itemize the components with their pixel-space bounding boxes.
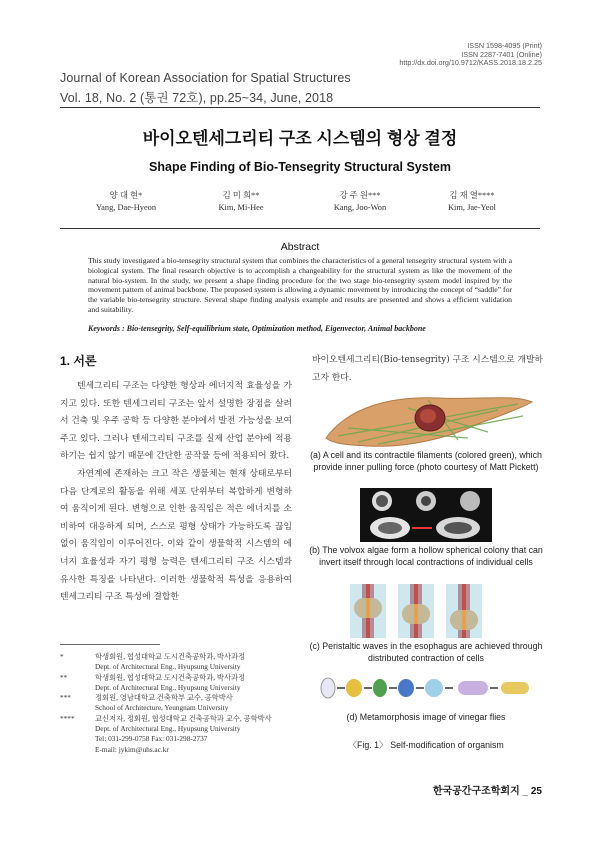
right-column-text: 바이오텐세그리티(Bio-tensegrity) 구조 시스템으로 개발하고자 한다. (312, 355, 544, 383)
author-2-ko: 김 미 희** (222, 191, 260, 200)
author-4 (417, 190, 527, 214)
caption-a: (a) A cell and its contractile filaments (colored green), which provide inner pulling force (photo courtesy of Matt Pickett) (310, 450, 542, 472)
footnote-2-line: Dept. of Architectural Eng., Hyupsung University (95, 682, 241, 692)
authors-rule (60, 228, 540, 229)
author-3 (305, 190, 415, 214)
footnote-3 (60, 693, 300, 714)
author-1-ko: 양 대 현* (109, 191, 143, 200)
footnotes (60, 652, 300, 755)
abstract-text: This study investigated a bio-tensegrity structural system that combines the characteristics of a general tensegrity structural system with a biological system. The final research objective is to accomplish a changeability for the structural system as like the movement of the natural bio-system. In the study, we present a shape finding procedure for the two stage bio-tensegrity system model inspired by the movement pattern of animal backbone. The proposed system is allowing a dynamic movement by introducing the concept of “saddle” for the variable bio-tensegrity structure. Several shape finding analysis example and results are presented and shows a efficient validation and suitability. (88, 256, 512, 314)
volume-info: Vol. 18, No. 2 (통권 72호), pp.25~34, June, 2018 (60, 91, 334, 105)
caption-d: (d) Metamorphosis image of vinegar flies (346, 712, 506, 722)
issn-block (399, 42, 542, 68)
footnote-4-line: Tel: 031-299-0758 Fax: 031-298-2737 (95, 734, 208, 744)
footnote-2 (60, 673, 300, 694)
paragraph-2: 자연계에 존재하는 크고 작은 생물체는 현재 상태로부터 다음 단계로의 활동을 위해 세포 단위부터 복합하게 변형하여 움직이게 된다. 변형으로 인한 움직임은 적은 에너지를 소비하여 대응하게 되며, 스스로 평형 상태가 가능하도록 끊임없이 움직임이 이루어진다. 이와 같이 생물학적 시스템의 에너지 효율성과 자기 평형 능력은 텐세그리티 구조 시스템과 유사한 특징을 나타낸다. 이러한 생물학적 특성을 응용하여 텐세그리티 구조 특성에 결합한 (60, 468, 292, 603)
figure-1-caption: 〈Fig. 1〉 Self-modification of organism (348, 740, 504, 750)
footnote-4-line: 교신저자, 정회원, 협성대학교 건축공학과 교수, 공학박사 (95, 713, 272, 723)
figure-c-esophagus-image (350, 584, 490, 638)
figure-d-metamorphosis-image (318, 676, 530, 700)
footnote-3-line: School of Architecture, Yeungnam University (95, 703, 229, 713)
title-english: Shape Finding of Bio-Tensegrity Structural System (149, 160, 451, 174)
author-1 (71, 190, 181, 214)
journal-name: Journal of Korean Association for Spatial Structures (60, 71, 351, 85)
footnote-4-line[interactable]: E-mail: jykim@uhs.ac.kr (95, 744, 169, 754)
author-3-en: Kang, Joo-Won (333, 203, 387, 212)
author-1-en: Yang, Dae-Hyeon (95, 203, 157, 212)
footnote-1-mark: * (60, 652, 64, 661)
page-footer-label: 한국공간구조학회지 _ 25 (432, 786, 542, 797)
footnote-1 (60, 652, 300, 673)
paragraph-1: 텐세그리티 구조는 다양한 형상과 에너지적 효율성을 가지고 있다. 또한 텐세그리티 구조는 앞서 설명한 장점을 살려서 건축 및 우주 공학 등 다양한 분야에서 발전 가능성을 보여주고 있다. 그러나 텐세그리티 구조를 실제 산업 분야에 적용하기는 쉽지 않기 때문에 간단한 공작물 등에 적용되어 왔다. (60, 381, 292, 462)
author-3-ko: 강 주 원*** (339, 191, 381, 200)
title-korean: 바이오텐세그리티 구조 시스템의 형상 결정 (142, 129, 458, 148)
footnote-1-line: Dept. of Architectural Eng., Hyupsung University (95, 662, 241, 672)
footnote-4-mark: **** (60, 713, 75, 723)
section-1-heading: 1. 서론 (60, 354, 97, 368)
caption-c: (c) Peristaltic waves in the esophagus are achieved through distributed contraction of cells (309, 641, 543, 663)
footnote-3-line: 정회원, 영남대학교 건축학부 교수, 공학박사 (95, 693, 233, 703)
section-1-body (60, 378, 292, 607)
footnote-3-mark: *** (60, 693, 71, 703)
footnote-rule (60, 644, 160, 645)
abstract-heading: Abstract (280, 241, 320, 253)
footnote-4 (60, 714, 300, 755)
issn-online: ISSN 2287-7401 (Online) (461, 49, 542, 59)
author-2-en: Kim, Mi-Hee (218, 203, 264, 212)
doi-link[interactable]: http://dx.doi.org/10.9712/KASS.2018.18.2.25 (399, 58, 542, 68)
footnote-4-line: Dept. of Architectural Eng., Hyupsung University (95, 724, 241, 734)
figure-a-cell-image (318, 388, 536, 452)
author-2 (186, 190, 296, 214)
issn-print: ISSN 1598-4095 (Print) (467, 41, 542, 50)
caption-b: (b) The volvox algae form a hollow spherical colony that can invert itself through local contractions of individual cells (309, 545, 543, 567)
footnote-2-mark: ** (60, 672, 68, 682)
header-rule (60, 107, 540, 108)
footnote-1-line: 학생회원, 협성대학교 도시건축공학과, 박사과정 (95, 652, 246, 661)
author-4-en: Kim, Jae-Yeol (448, 203, 496, 212)
figure-b-volvox-image (360, 488, 492, 542)
keywords: Keywords : Bio-tensegrity, Self-equilibrium state, Optimization method, Eigenvector, Animal backbone (88, 324, 426, 333)
footnote-2-line: 학생회원, 협성대학교 도시건축공학과, 박사과정 (95, 672, 246, 682)
author-4-ko: 김 재 열**** (449, 191, 495, 200)
